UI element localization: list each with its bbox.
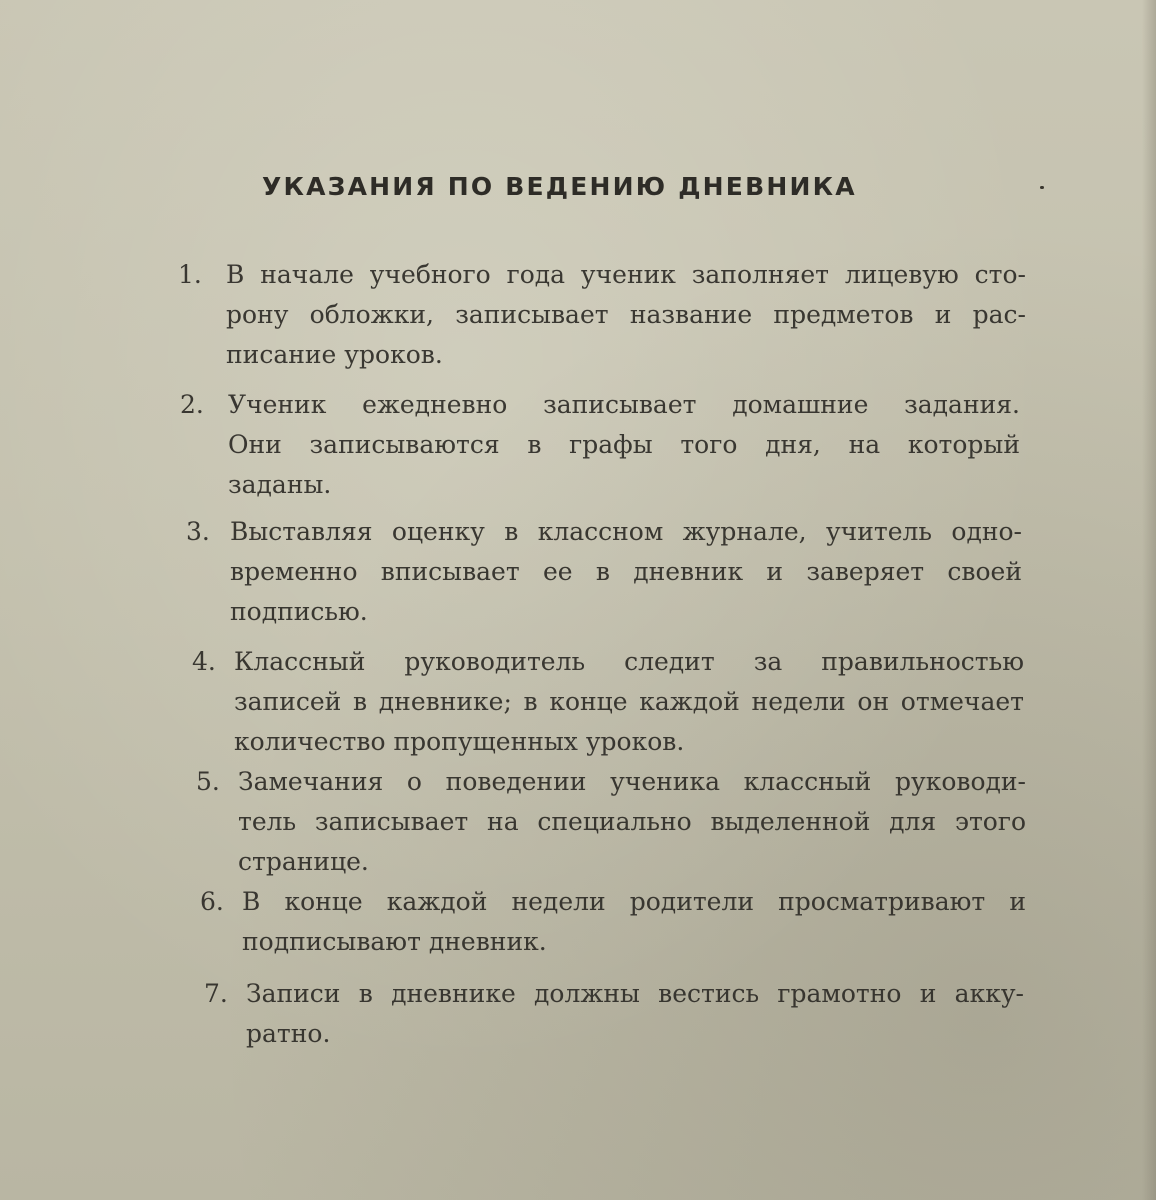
item-line: В конце каждой недели родители просматривают и — [242, 887, 1026, 916]
item-number: 2. — [180, 390, 204, 419]
item-number: 4. — [192, 647, 216, 676]
item-number: 6. — [200, 887, 224, 916]
item-line: В начале учебного года ученик заполняет лицевую сто- — [226, 260, 1026, 289]
item-text — [242, 882, 1026, 962]
item-line: Ученик ежедневно записывает домашние задания. — [228, 390, 1020, 419]
item-number: 5. — [196, 767, 220, 796]
item-line: Они записываются в графы того дня, на который — [228, 430, 1020, 459]
item-text — [228, 385, 1020, 505]
item-line: писание уроков. — [226, 340, 443, 369]
item-line: временно вписывает ее в дневник и заверяет своей — [230, 557, 1022, 586]
item-line: подписью. — [230, 597, 368, 626]
item-text — [234, 642, 1024, 762]
item-line: странице. — [238, 847, 369, 876]
item-line: ратно. — [246, 1019, 331, 1048]
item-text — [246, 974, 1024, 1054]
item-line: подписывают дневник. — [242, 927, 547, 956]
item-text — [230, 512, 1022, 632]
item-line: Выставляя оценку в классном журнале, учитель одно- — [230, 517, 1022, 546]
item-line: Классный руководитель следит за правильностью — [234, 647, 1024, 676]
item-line: Записи в дневнике должны вестись грамотно и акку- — [246, 979, 1024, 1008]
item-line: тель записывает на специально выделенной для этого — [238, 807, 1026, 836]
item-number: 3. — [186, 517, 210, 546]
item-number: 1. — [178, 260, 202, 289]
item-text — [226, 255, 1026, 375]
item-line: записей в дневнике; в конце каждой недели он отмечает — [234, 687, 1024, 716]
item-line: количество пропущенных уроков. — [234, 727, 685, 756]
item-text — [238, 762, 1026, 882]
item-line: рону обложки, записывает название предметов и рас- — [226, 300, 1026, 329]
item-line: заданы. — [228, 470, 332, 499]
item-number: 7. — [204, 979, 228, 1008]
item-line: Замечания о поведении ученика классный руководи- — [238, 767, 1026, 796]
document-title: УКАЗАНИЯ ПО ВЕДЕНИЮ ДНЕВНИКА — [262, 172, 857, 201]
